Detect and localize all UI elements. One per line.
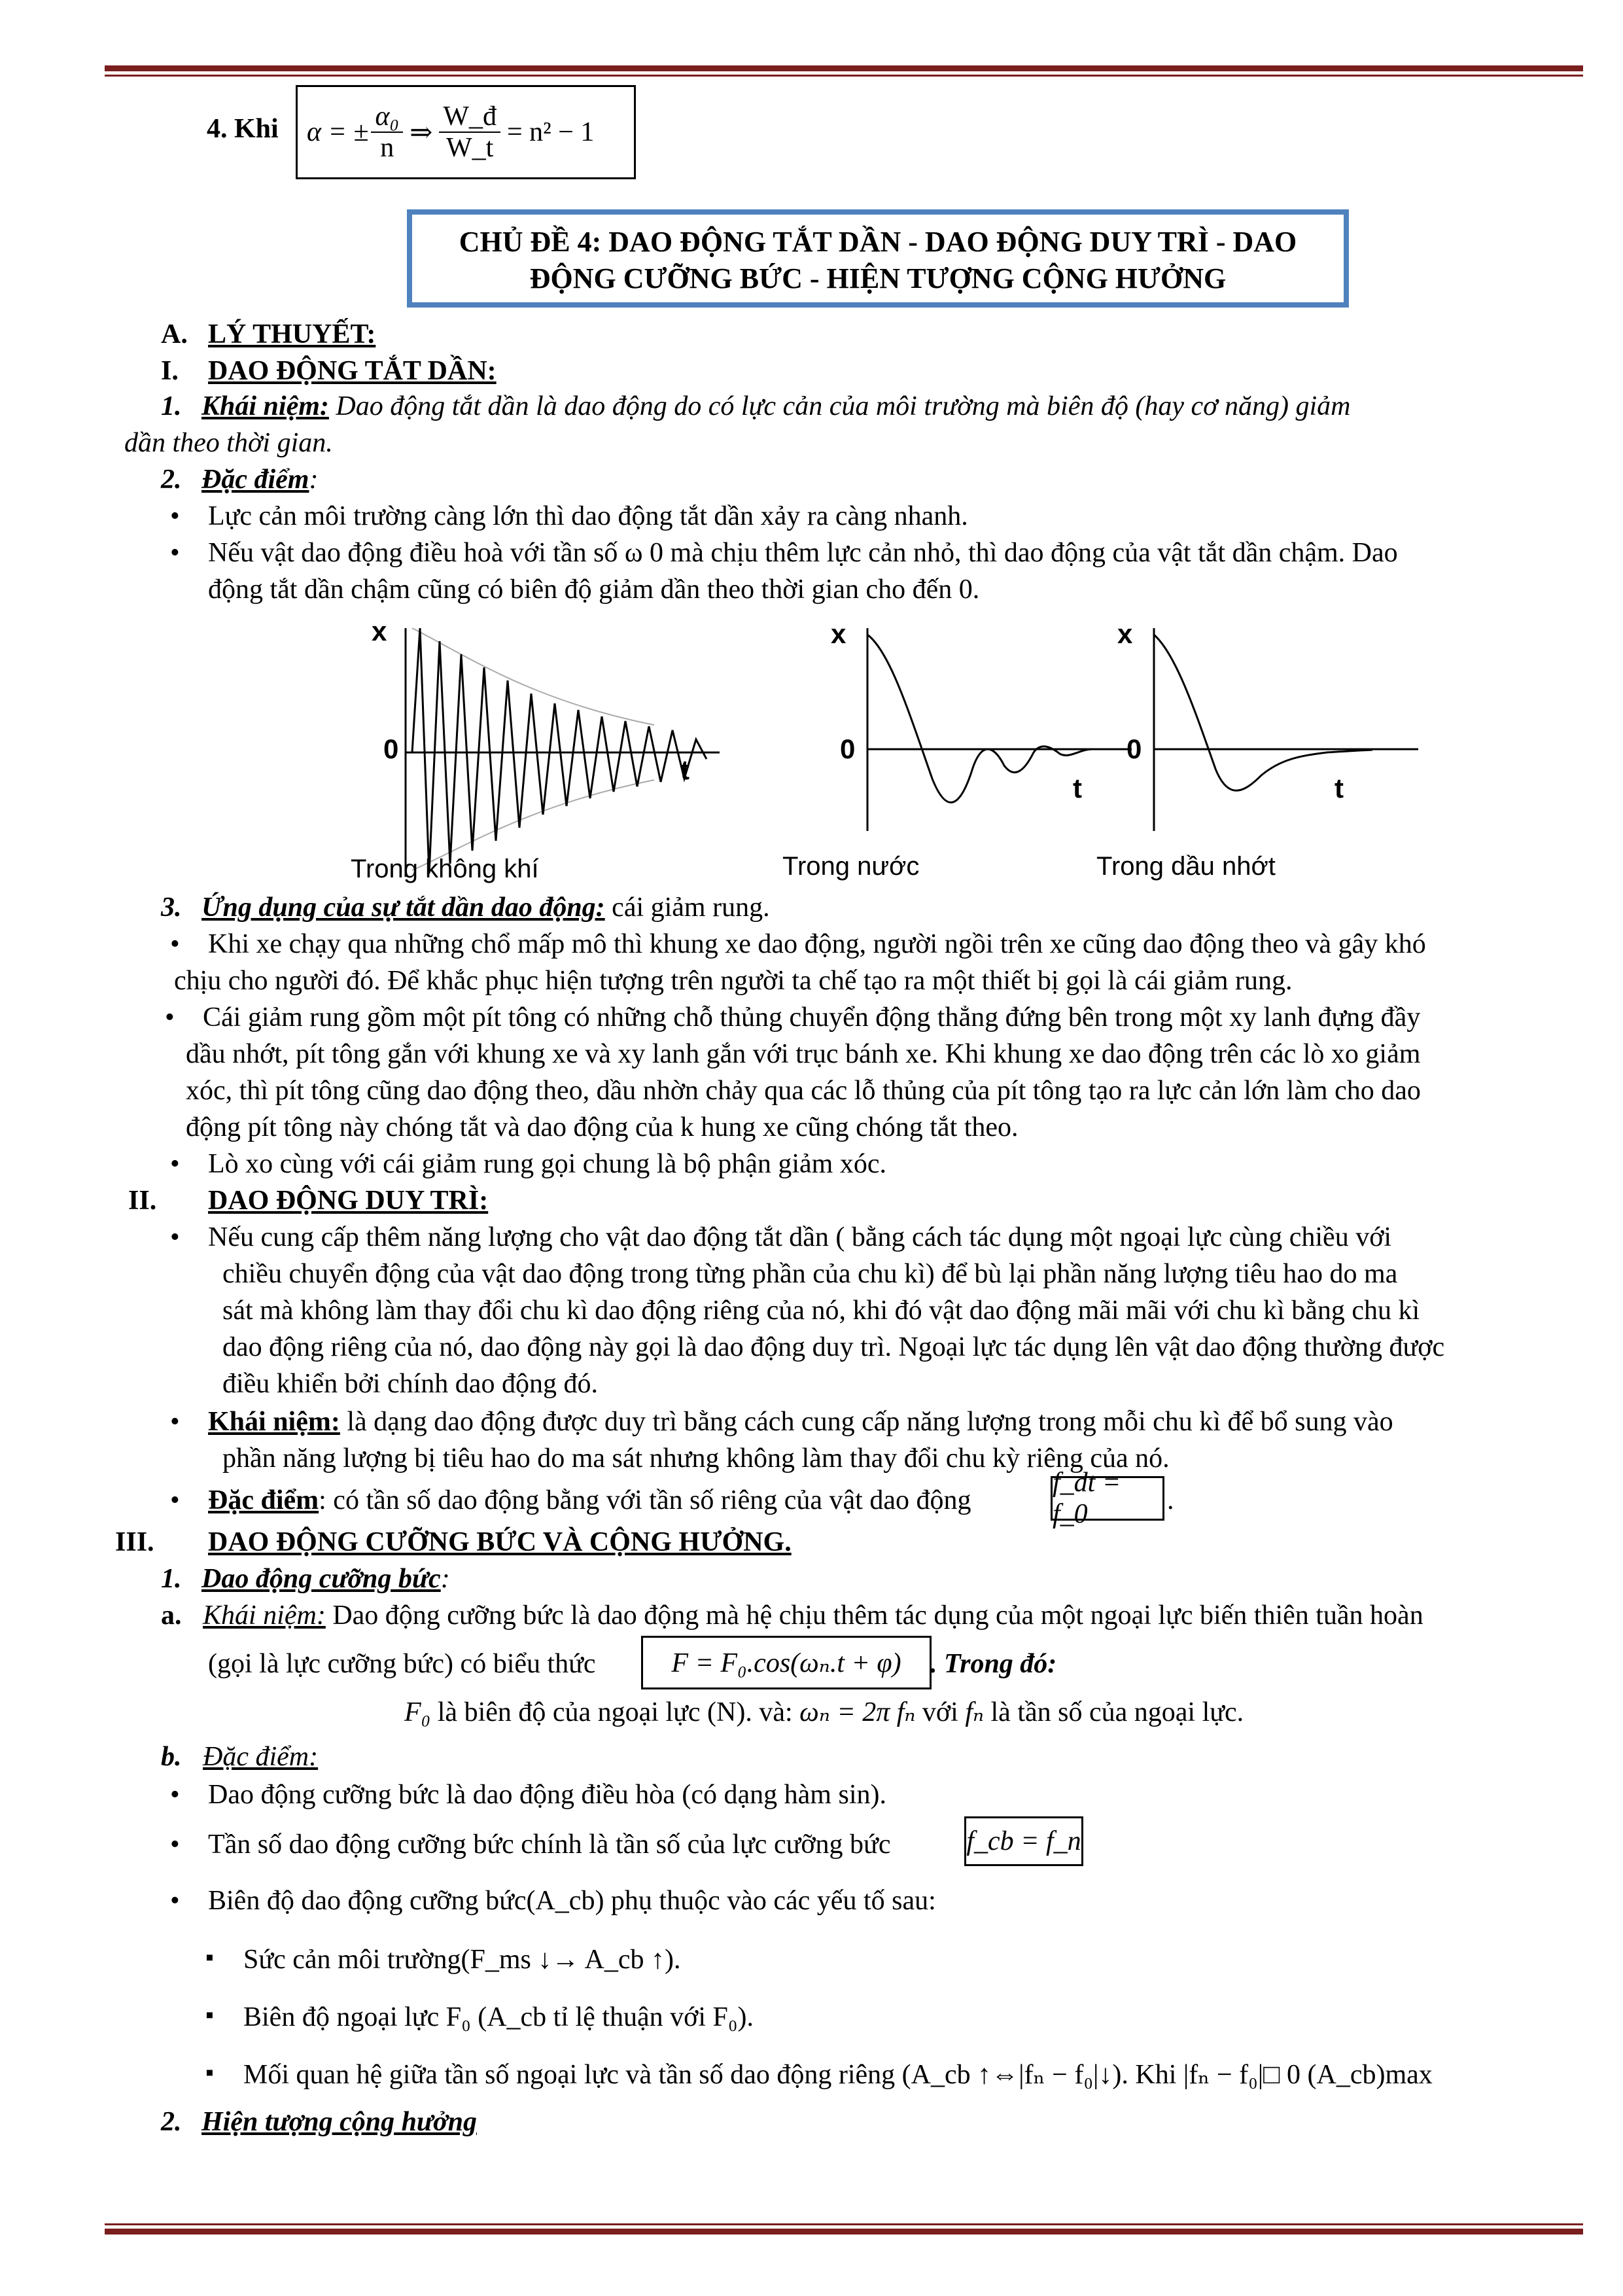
- forced-f0-symbol: F₀: [404, 1697, 431, 1727]
- forced-with-text: với: [915, 1697, 966, 1727]
- sustained-bullet-1-cont-2: sát mà không làm thay đổi chu kì dao động riêng của nó, khi đó vật dao động mãi mãi với chu kì bằng chu kì: [222, 1296, 1420, 1326]
- features-marker: 2.: [161, 465, 182, 495]
- item4-formula-lhs: α = ±: [307, 117, 369, 147]
- graph-water: [844, 615, 1132, 831]
- graph-air-x-label: t: [680, 754, 689, 785]
- graph-air-caption: Trong không khí: [351, 855, 539, 883]
- section-a-marker: A.: [161, 319, 188, 349]
- features-label: Đặc điểm: [201, 465, 309, 495]
- item4-frac1-num: α₀: [371, 101, 403, 133]
- forced-heading: [161, 1563, 450, 1595]
- forced-bullet-2-formula: f_cb = f_n: [964, 1816, 1083, 1866]
- damping-bullet-2: • Nếu vật dao động điều hoà với tần số ω 0 mà chịu thêm lực cản nhỏ, thì dao động của vật tắt dần chậm. Dao: [208, 537, 1398, 569]
- graph-water-curve: [867, 635, 1092, 802]
- graph-water-origin: 0: [840, 733, 856, 764]
- sustained-bullet-1-cont-4: điều khiển bởi chính dao động đó.: [222, 1369, 598, 1399]
- forced-factor-1: ▪ Sức cản môi trường(F_ms ↓→ A_cb ↑).: [243, 1943, 681, 1976]
- sustained-concept: [208, 1405, 1393, 1438]
- graph-water-x-label: t: [1073, 773, 1082, 804]
- forced-concept-label: Khái niệm:: [203, 1600, 326, 1631]
- section-a-title: LÝ THUYẾT:: [208, 319, 376, 349]
- concept-label: Khái niệm:: [201, 391, 329, 421]
- item4-frac1-den: n: [380, 133, 394, 163]
- topic-line-2: ĐỘNG CƯỠNG BỨC - HIỆN TƯỢNG CỘNG HƯỞNG: [529, 262, 1227, 294]
- forced-where: . Trong đó:: [930, 1649, 1057, 1679]
- graph-air-y-label: x: [372, 616, 387, 646]
- forced-omega-formula: ωₙ = 2π fₙ: [799, 1697, 916, 1727]
- forced-concept-cont: (gọi là lực cưỡng bức) có biểu thức: [208, 1649, 596, 1679]
- item4-arrow: ⇒: [410, 118, 433, 148]
- section-1-title: DAO ĐỘNG TẮT DẦN:: [208, 356, 497, 386]
- forced-features-heading: [161, 1740, 318, 1773]
- application-bullet-2-cont-3: động pít tông này chóng tắt và dao động của k hung xe cũng chóng tắt theo.: [186, 1112, 1019, 1142]
- sustained-feature-label: Đặc điểm: [208, 1485, 319, 1515]
- item4-frac2: [439, 101, 500, 163]
- resonance-label: Hiện tượng cộng hưởng: [201, 2107, 477, 2137]
- forced-amplitude-text: là biên độ của ngoại lực (N). và:: [430, 1697, 800, 1727]
- section-3-title: DAO ĐỘNG CƯỠNG BỨC VÀ CỘNG HƯỞNG.: [208, 1527, 792, 1557]
- forced-marker: 1.: [161, 1564, 182, 1594]
- resonance-marker: 2.: [161, 2107, 182, 2137]
- forced-formula: F = F₀.cos(ωₙ.t + φ): [641, 1636, 932, 1689]
- graph-air: [366, 615, 720, 877]
- sustained-bullet-1: • Nếu cung cấp thêm năng lượng cho vật dao động tắt dần ( bằng cách tác dụng một ngoại lực cùng chiều với: [208, 1221, 1391, 1254]
- forced-concept: [161, 1599, 1423, 1632]
- forced-frequency-text: là tần số của ngoại lực.: [984, 1697, 1244, 1727]
- section-2-title: DAO ĐỘNG DUY TRÌ:: [208, 1186, 489, 1216]
- damping-bullet-1: • Lực cản môi trường càng lớn thì dao động tắt dần xảy ra càng nhanh.: [208, 500, 968, 533]
- section-2-marker: II.: [128, 1186, 157, 1216]
- forced-colon: :: [440, 1564, 450, 1594]
- sustained-feature-end: .: [1167, 1485, 1174, 1515]
- concept-marker: 1.: [161, 391, 182, 421]
- graph-oil-y-label: x: [1117, 618, 1133, 649]
- application-marker: 3.: [161, 892, 182, 923]
- graph-air-curve: [412, 628, 707, 874]
- graph-water-caption: Trong nước: [782, 852, 920, 881]
- forced-bullet-2: • Tần số dao động cưỡng bức chính là tần số của lực cưỡng bức: [208, 1828, 890, 1861]
- section-3-marker: III.: [115, 1527, 154, 1557]
- item4-formula-box: [296, 85, 636, 179]
- features-colon: :: [309, 465, 319, 495]
- forced-features-label: Đặc điểm:: [203, 1742, 319, 1772]
- sustained-bullet-1-cont-3: dao động riêng của nó, dao động này gọi là dao động duy trì. Ngoại lực tác dụng lên vật dao động thường được: [222, 1332, 1445, 1362]
- forced-fn-symbol: fₙ: [965, 1697, 985, 1727]
- header-rule: [105, 65, 1583, 77]
- item4-frac1: [371, 101, 403, 163]
- application-bullet-2: • Cái giảm rung gồm một pít tông có những chỗ thủng chuyển động thẳng đứng bên trong một xy lanh đựng đầy: [203, 1001, 1420, 1034]
- concept-line-1: [161, 390, 1351, 423]
- item4-frac2-den: W_t: [445, 133, 494, 163]
- item4-formula-rhs: = n² − 1: [506, 117, 595, 147]
- sustained-feature-formula: f_dt = f_0: [1051, 1476, 1164, 1521]
- forced-features-marker: b.: [161, 1742, 182, 1772]
- graph-oil-origin: 0: [1126, 733, 1142, 764]
- sustained-concept-text: là dạng dao động được duy trì bằng cách cung cấp năng lượng trong mỗi chu kì để bổ sung vào: [340, 1407, 1393, 1437]
- sustained-bullet-1-cont-1: chiều chuyển động của vật dao động trong từng phần của chu kì) để bù lại phần năng lượng tiêu hao do ma: [222, 1259, 1398, 1289]
- graph-oil-x-label: t: [1335, 773, 1344, 804]
- application-bullet-3: • Lò xo cùng với cái giảm rung gọi chung là bộ phận giảm xóc.: [208, 1148, 886, 1180]
- item4-label: 4. Khi: [207, 114, 279, 144]
- forced-amplitude-line: [404, 1696, 1244, 1729]
- application-bullet-2-cont-1: dầu nhớt, pít tông gắn với khung xe và xy lanh gắn với trục bánh xe. Khi khung xe dao động trên các lò xo giảm: [186, 1039, 1421, 1069]
- features-heading: [161, 463, 318, 496]
- sustained-feature: [208, 1484, 971, 1517]
- topic-heading-box: [407, 209, 1349, 308]
- sustained-feature-text: : có tần số dao động bằng với tần số riêng của vật dao động: [319, 1485, 971, 1515]
- application-label: Ứng dụng của sự tắt dần dao động:: [201, 892, 605, 923]
- concept-line-2: dần theo thời gian.: [124, 428, 333, 458]
- graph-water-y-label: x: [831, 618, 846, 649]
- graph-oil-curve: [1154, 635, 1372, 790]
- forced-bullet-1: • Dao động cưỡng bức là dao động điều hòa (có dạng hàm sin).: [208, 1778, 886, 1811]
- forced-concept-text: Dao động cưỡng bức là dao động mà hệ chịu thêm tác dụng của một ngoại lực biến thiên tuần hoàn: [325, 1600, 1423, 1631]
- sustained-concept-label: Khái niệm:: [208, 1407, 340, 1437]
- resonance-heading: [161, 2106, 477, 2138]
- application-bullet-2-cont-2: xóc, thì pít tông cũng dao động theo, dầu nhờn chảy qua các lỗ thủng của pít tông tạo ra lực cản lớn làm cho dao: [186, 1076, 1421, 1106]
- forced-concept-marker: a.: [161, 1600, 182, 1631]
- forced-label: Dao động cưỡng bức: [201, 1564, 441, 1594]
- application-bullet-1: • Khi xe chạy qua những chổ mấp mô thì khung xe dao động, người ngồi trên xe cũng dao động theo và gây khó: [208, 928, 1426, 961]
- graph-oil-caption: Trong dầu nhớt: [1096, 852, 1276, 881]
- footer-rule: [105, 2223, 1583, 2234]
- forced-factor-3: ▪ Mối quan hệ giữa tần số ngoại lực và tần số dao động riêng (A_cb ↑⇔|fₙ − f₀|↓). Khi |fₙ − f₀|□ 0 (A_cb)max: [243, 2058, 1433, 2091]
- topic-line-1: CHỦ ĐỀ 4: DAO ĐỘNG TẮT DẦN - DAO ĐỘNG DUY TRÌ - DAO: [459, 226, 1297, 258]
- graph-oil: [1130, 615, 1418, 831]
- application-heading: [161, 891, 770, 924]
- item4-frac2-num: W_đ: [439, 101, 500, 133]
- damping-bullet-2-cont: động tắt dần chậm cũng có biên độ giảm dần theo thời gian cho đến 0.: [208, 574, 980, 605]
- graph-air-origin: 0: [383, 733, 399, 764]
- section-1-marker: I.: [161, 356, 179, 386]
- sustained-concept-cont: phần năng lượng bị tiêu hao do ma sát nhưng không làm thay đổi chu kỳ riêng của nó.: [222, 1443, 1170, 1474]
- application-text: cái giảm rung.: [604, 892, 770, 923]
- application-bullet-1-cont: chịu cho người đó. Để khắc phục hiện tượng trên người ta chế tạo ra một thiết bị gọi là cái giảm rung.: [174, 966, 1293, 996]
- forced-bullet-3: • Biên độ dao động cưỡng bức(A_cb) phụ thuộc vào các yếu tố sau:: [208, 1884, 936, 1917]
- concept-text-1: Dao động tắt dần là dao động do có lực cản của môi trường mà biên độ (hay cơ năng) giảm: [328, 391, 1351, 421]
- forced-factor-2: ▪ Biên độ ngoại lực F₀ (A_cb tỉ lệ thuận với F₀).: [243, 2001, 754, 2034]
